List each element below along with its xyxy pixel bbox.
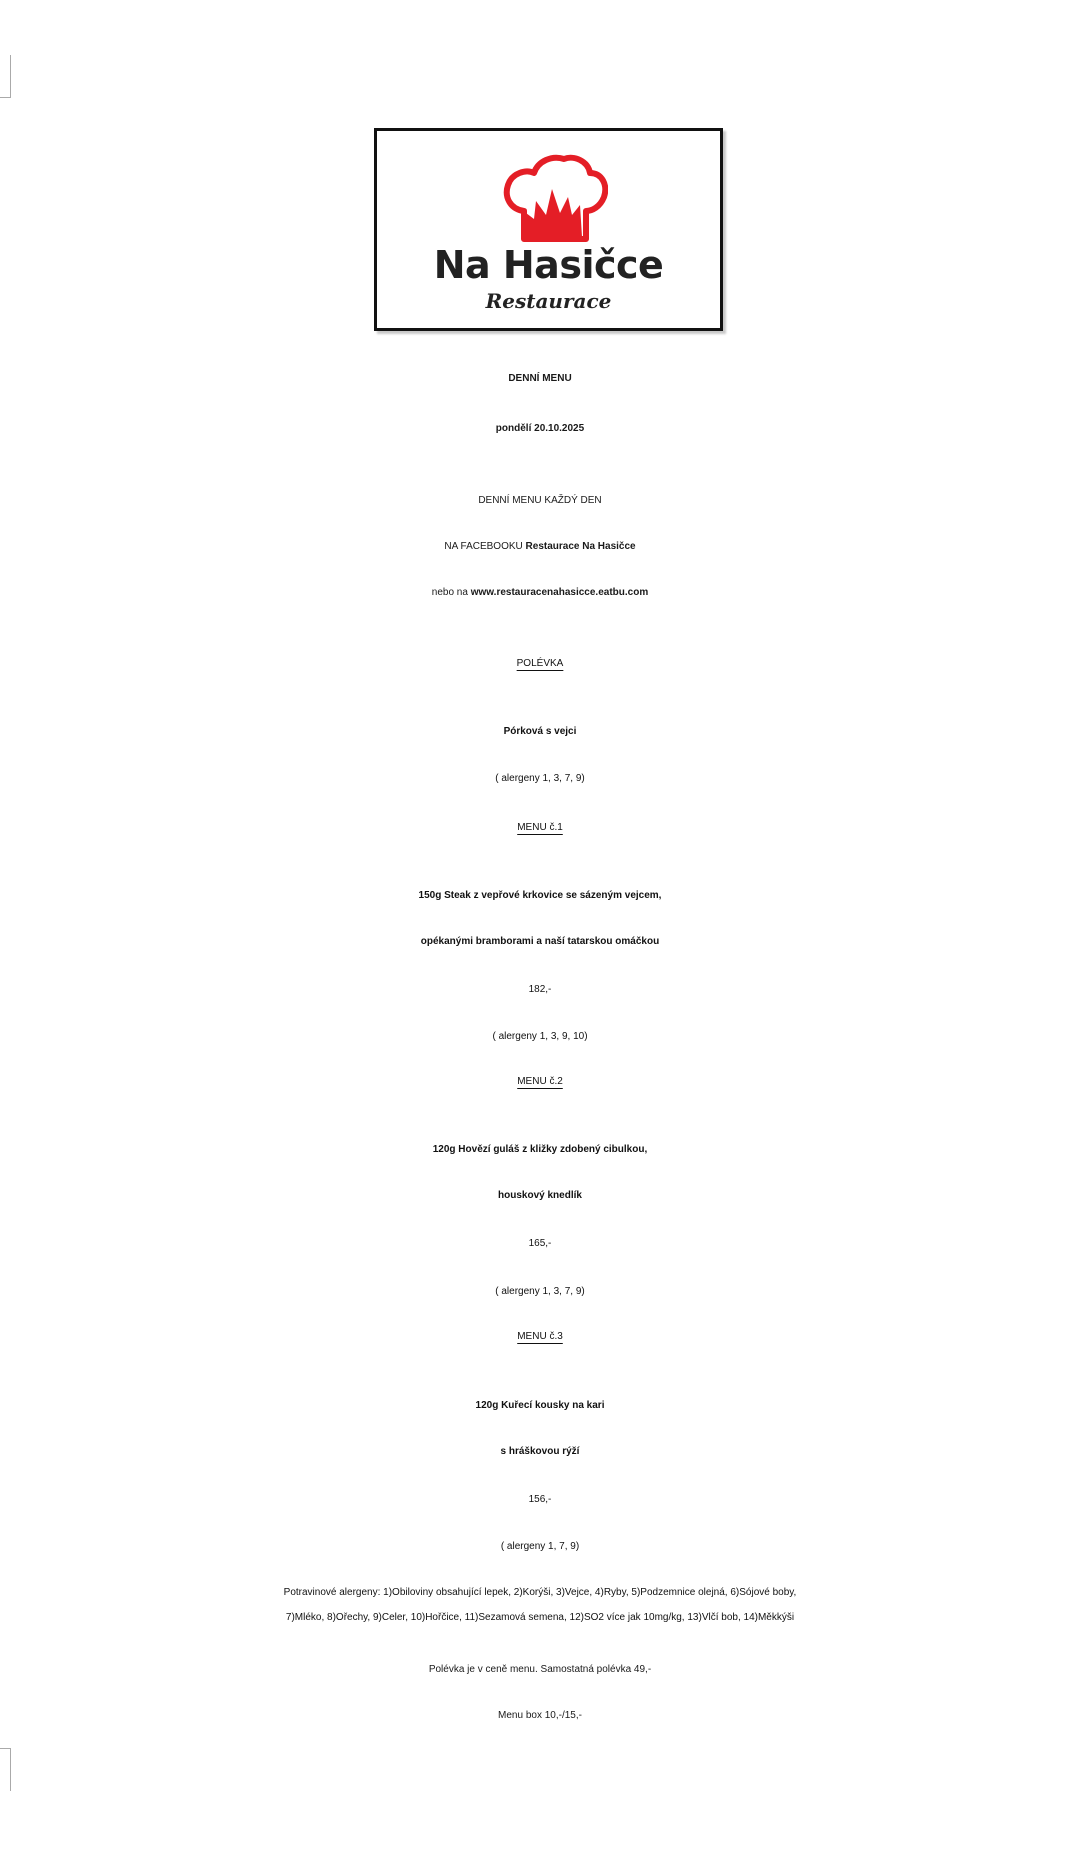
menu-1-dish-line-2: opékanými bramborami a naší tatarskou omáčkou [420, 936, 660, 947]
section-heading-menu-3: MENU č.3 [517, 1331, 563, 1342]
menu-3-dish-line-2: s hráškovou rýží [500, 1446, 580, 1457]
closing-line-1: Polévka je v ceně menu. Samostatná polévka 49,- [428, 1664, 652, 1675]
info-line-2: NA FACEBOOKU Restaurace Na Hasičce [444, 541, 636, 552]
section-heading-menu-1: MENU č.1 [517, 822, 563, 833]
menu-title: DENNÍ MENU [508, 373, 572, 384]
crop-mark-top [0, 55, 11, 98]
menu-3-allergens: ( alergeny 1, 7, 9) [500, 1541, 580, 1552]
menu-3-dish-line-1: 120g Kuřecí kousky na kari [475, 1400, 605, 1411]
menu-2-allergens: ( alergeny 1, 3, 7, 9) [495, 1286, 585, 1297]
website-url: www.restauracenahasicce.eatbu.com [470, 587, 649, 598]
menu-3-price: 156,- [528, 1494, 552, 1505]
crop-mark-bottom [0, 1748, 11, 1791]
menu-1-price: 182,- [528, 984, 552, 995]
menu-2-dish-line-1: 120g Hovězí guláš z kližky zdobený cibulkou, [432, 1144, 648, 1155]
restaurant-logo [374, 128, 723, 331]
logo-subtitle: Restaurace [485, 289, 612, 313]
info-line-1: DENNÍ MENU KAŽDÝ DEN [478, 495, 602, 506]
allergen-legend-line-1: Potravinové alergeny: 1)Obiloviny obsahující lepek, 2)Korýši, 3)Vejce, 4)Ryby, 5)Podzemnice olejná, 6)Sójové boby, [283, 1587, 797, 1598]
menu-2-dish-line-2: houskový knedlík [498, 1190, 582, 1201]
menu-2-price: 165,- [528, 1238, 552, 1249]
facebook-page-name: Restaurace Na Hasičce [525, 541, 636, 552]
menu-1-dish-line-1: 150g Steak z vepřové krkovice se sázeným vejcem, [418, 890, 662, 901]
chef-hat-flame-icon [502, 153, 608, 245]
menu-1-allergens: ( alergeny 1, 3, 9, 10) [492, 1031, 588, 1042]
section-heading-menu-2: MENU č.2 [517, 1076, 563, 1087]
allergen-legend-line-2: 7)Mléko, 8)Ořechy, 9)Celer, 10)Hořčice, 11)Sezamová semena, 12)SO2 více jak 10mg/kg, 13)Vlčí bob, 14)Měkkýši [285, 1612, 795, 1623]
closing-line-2: Menu box 10,-/15,- [498, 1710, 582, 1721]
logo-name: Na Hasičce [433, 243, 664, 287]
section-heading-soup: POLÉVKA [516, 658, 564, 669]
menu-date: pondělí 20.10.2025 [495, 423, 585, 434]
info-line-3: nebo na www.restauracenahasicce.eatbu.com [431, 587, 649, 598]
soup-name: Pórková s vejci [503, 726, 577, 737]
soup-allergens: ( alergeny 1, 3, 7, 9) [495, 773, 585, 784]
